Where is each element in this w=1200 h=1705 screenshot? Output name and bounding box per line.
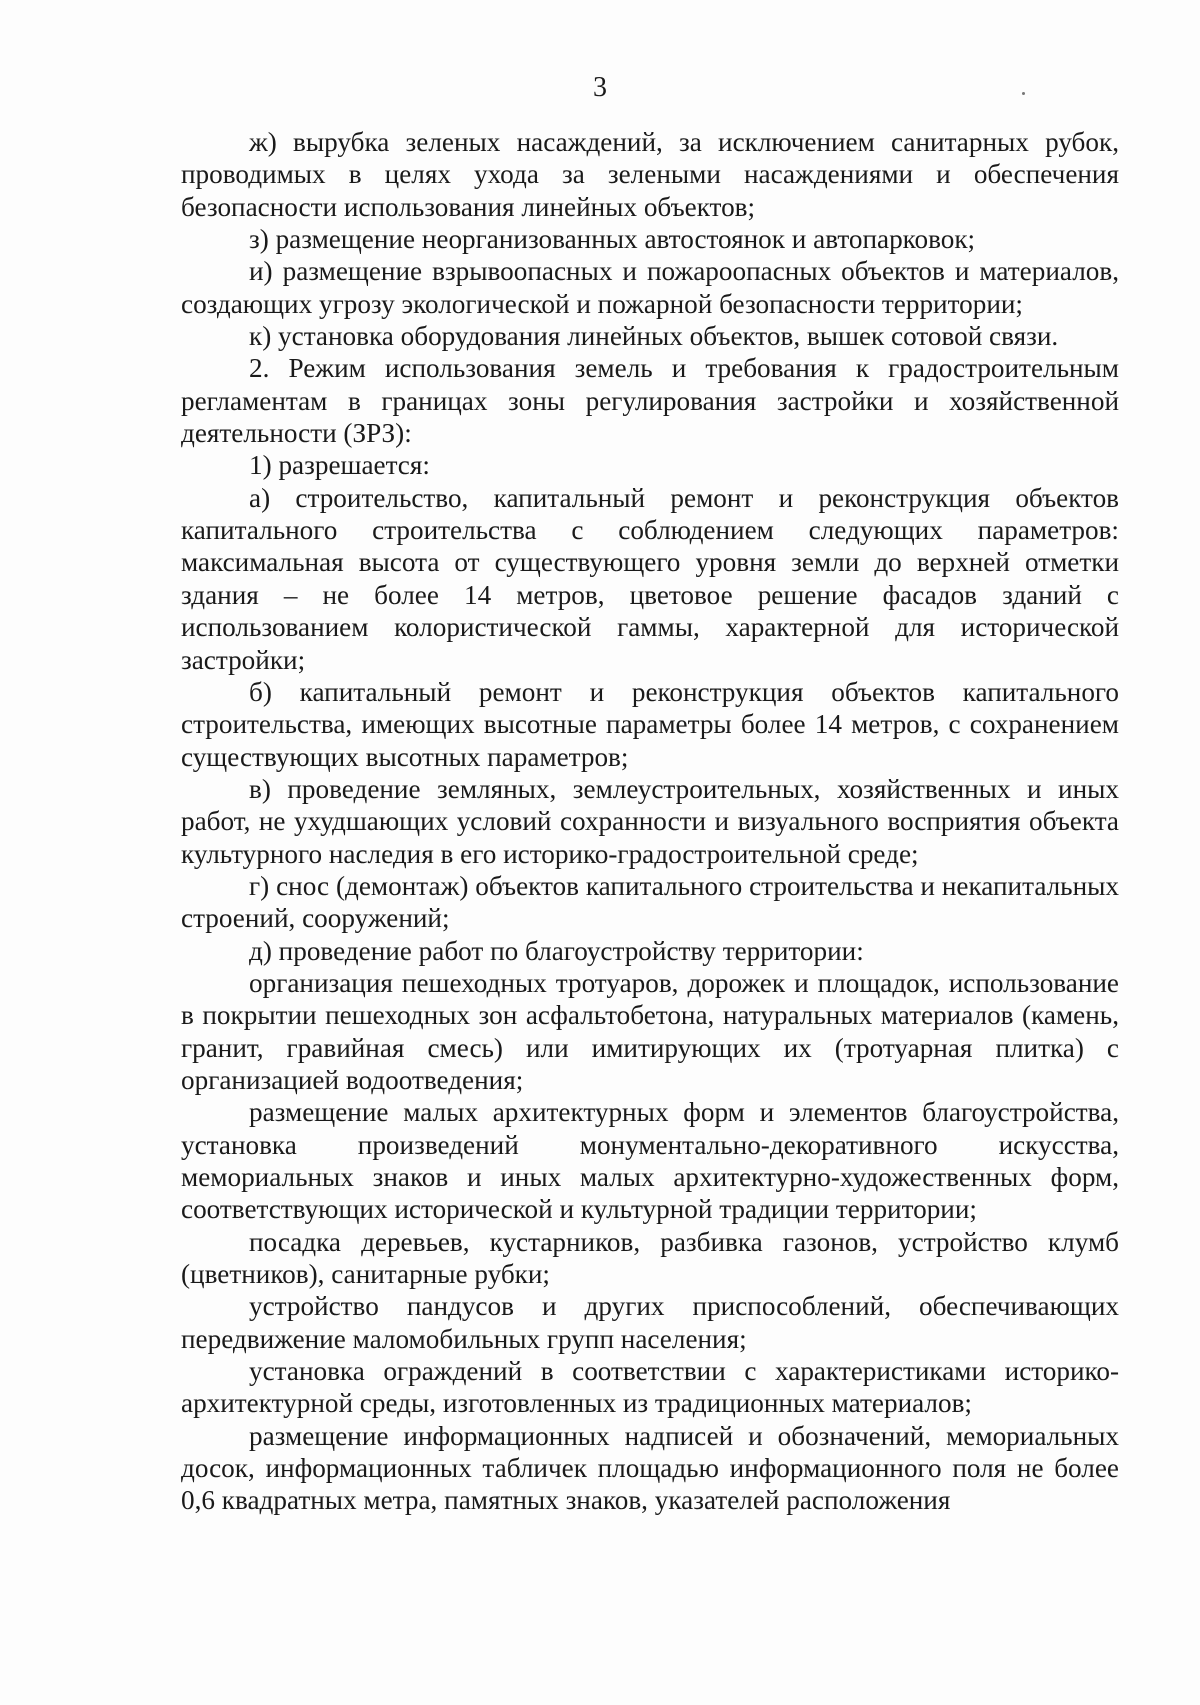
paragraph-permitted: 1) разрешается: [249,450,430,481]
paragraph-section-2: 2. Режим использования земель и требования к градостроительным регламентам в границах зоны регулирования застройки и хозяйственной деятельности (ЗРЗ): [181,353,1119,449]
paragraph-b: б) капитальный ремонт и реконструкция объектов капитального строительства, имеющих высотные параметры более 14 метров, с сохранением существующих высотных параметров; [181,676,1119,772]
page-number: 3 [593,72,607,103]
paragraph-zh: ж) вырубка зеленых насаждений, за исключением санитарных рубок, проводимых в целях ухода за зелеными насаждениями и обеспечения безопасности использования линейных объектов; [181,127,1119,222]
scan-speck [1022,92,1025,95]
paragraph-signage: размещение информационных надписей и обозначений, мемориальных досок, информационных табличек площадью информационного поля не более 0,6 квадратных метра, памятных знаков, указателей расположения [181,1420,1119,1516]
paragraph-d: д) проведение работ по благоустройству территории: [249,935,864,966]
paragraph-z: з) размещение неорганизованных автостоянок и автопарковок; [249,224,976,255]
paragraph-walkways: организация пешеходных тротуаров, дорожек и площадок, использование в покрытии пешеходных зон асфальтобетона, натуральных материалов (камень, гранит, гравийная смесь) или имитирующих их (тротуарная плитка) с организацией водоотведения; [181,967,1119,1095]
paragraph-small-forms: размещение малых архитектурных форм и элементов благоустройства, установка произведений монументально-декоративного искусства, мемориальных знаков и иных малых архитектурно-художественных форм, соответствующих исторической и культурной традиции территории; [181,1097,1119,1225]
paragraph-i: и) размещение взрывоопасных и пожароопасных объектов и материалов, создающих угрозу экологической и пожарной безопасности территории; [181,256,1119,319]
paragraph-planting: посадка деревьев, кустарников, разбивка газонов, устройство клумб (цветников), санитарные рубки; [181,1226,1119,1290]
paragraph-ramps: устройство пандусов и других приспособлений, обеспечивающих передвижение маломобильных групп населения; [181,1291,1119,1354]
paragraph-k: к) установка оборудования линейных объектов, вышек сотовой связи. [249,321,1059,352]
paragraph-v: в) проведение земляных, землеустроительных, хозяйственных и иных работ, не ухудшающих условий сохранности и визуального восприятия объекта культурного наследия в его историко-градостроительной среде; [181,773,1119,869]
paragraph-fences: установка ограждений в соответствии с характеристиками историко-архитектурной среды, изготовленных из традиционных материалов; [181,1356,1119,1419]
document-body [181,126,1119,1517]
paragraph-g: г) снос (демонтаж) объектов капитального строительства и некапитальных строений, сооружений; [181,870,1119,934]
paragraph-a: а) строительство, капитальный ремонт и реконструкция объектов капитального строительства с соблюдением следующих параметров: максимальная высота от существующего уровня земли до верхней отметки здания – не более 14 метров, цветовое решение фасадов зданий с использованием колористической гаммы, характерной для исторической застройки; [181,482,1119,675]
